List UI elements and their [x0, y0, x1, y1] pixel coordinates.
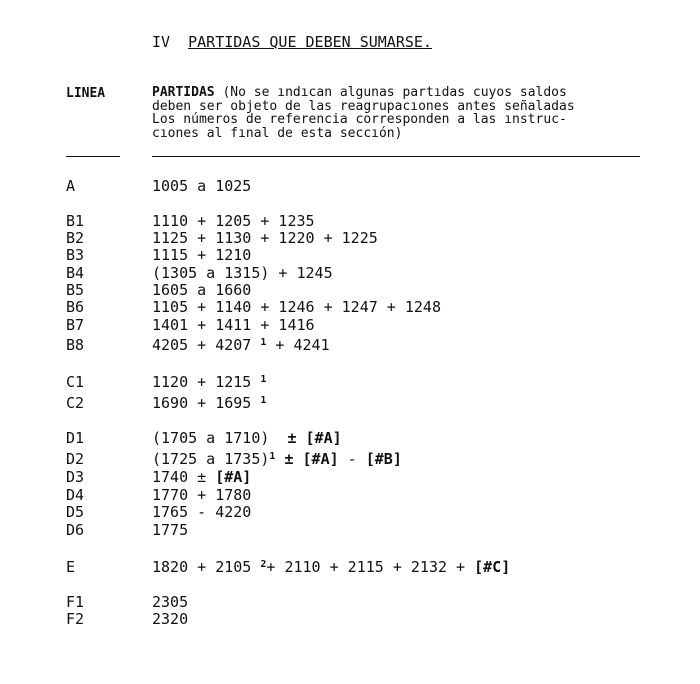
table-row — [0, 558, 700, 576]
table-row — [0, 593, 700, 611]
formula-text: 1765 - 4220 — [152, 503, 252, 521]
row-formula — [152, 486, 251, 504]
table-row — [0, 429, 700, 447]
reference-marker: [#B] — [365, 450, 402, 468]
formula-text: 1740 ± — [152, 468, 216, 486]
row-code: B7 — [66, 316, 85, 334]
header-rule-linea — [66, 156, 120, 157]
row-code: D1 — [66, 429, 85, 447]
table-row — [0, 610, 700, 628]
row-code: F2 — [66, 610, 85, 628]
formula-text: 4205 + 4207 — [152, 336, 261, 354]
row-formula — [152, 593, 188, 611]
row-formula — [152, 450, 402, 468]
formula-text: (1705 a 1710) — [152, 429, 288, 447]
formula-text: 1775 — [152, 521, 189, 539]
table-row — [0, 298, 700, 316]
row-code: D5 — [66, 503, 85, 521]
row-formula — [152, 558, 510, 576]
header-rule-partidas — [152, 156, 640, 157]
formula-text: 1605 a 1660 — [152, 281, 252, 299]
table-row — [0, 264, 700, 282]
row-formula — [152, 264, 333, 282]
row-code: B3 — [66, 246, 85, 264]
row-code: D2 — [66, 450, 85, 468]
row-code: D4 — [66, 486, 85, 504]
partidas-label: PARTIDAS — [152, 85, 215, 100]
row-formula — [152, 394, 266, 412]
row-formula — [152, 212, 315, 230]
formula-text: - — [338, 450, 366, 468]
row-formula — [152, 316, 315, 334]
row-code: B8 — [66, 336, 85, 354]
table-row — [0, 450, 700, 468]
row-code: B2 — [66, 229, 85, 247]
row-formula — [152, 336, 339, 354]
formula-text: + 2110 + 2115 + 2132 + — [266, 558, 475, 576]
formula-text: 1115 + 1210 — [152, 246, 252, 264]
table-row — [0, 177, 700, 195]
row-code: B5 — [66, 281, 85, 299]
row-code: A — [66, 177, 76, 195]
section-number: IV — [152, 33, 171, 51]
section-title — [152, 33, 432, 51]
reference-marker: ± [#A] — [284, 450, 339, 468]
formula-text: 2320 — [152, 610, 189, 628]
reference-marker: [#C] — [474, 558, 511, 576]
reference-marker: ± [#A] — [287, 429, 342, 447]
table-row — [0, 468, 700, 486]
formula-text: 1105 + 1140 + 1246 + 1247 + 1248 — [152, 298, 441, 316]
row-code: F1 — [66, 593, 85, 611]
row-formula — [152, 373, 266, 391]
footnote-ref: 1 — [269, 451, 276, 462]
footnote-ref: 2 — [260, 559, 267, 570]
formula-text: 2305 — [152, 593, 189, 611]
row-formula — [152, 298, 441, 316]
table-row — [0, 486, 700, 504]
row-formula — [152, 429, 342, 447]
formula-text: + 4241 — [266, 336, 339, 354]
row-formula — [152, 468, 251, 486]
row-code: C1 — [66, 373, 85, 391]
row-formula — [152, 229, 378, 247]
formula-text: (1725 a 1735) — [152, 450, 270, 468]
row-code: B6 — [66, 298, 85, 316]
row-code: C2 — [66, 394, 85, 412]
section-title-text: PARTIDAS QUE DEBEN SUMARSE. — [188, 33, 432, 51]
table-row — [0, 246, 700, 264]
formula-text: 1110 + 1205 + 1235 — [152, 212, 315, 230]
row-code: E — [66, 558, 76, 576]
row-formula — [152, 246, 251, 264]
table-row — [0, 212, 700, 230]
row-code: D3 — [66, 468, 85, 486]
formula-text: 1690 + 1695 — [152, 394, 261, 412]
formula-text: 1820 + 2105 — [152, 558, 261, 576]
formula-text: 1125 + 1130 + 1220 + 1225 — [152, 229, 378, 247]
formula-text: 1401 + 1411 + 1416 — [152, 316, 315, 334]
row-formula — [152, 281, 251, 299]
footnote-ref: 1 — [260, 395, 267, 406]
row-formula — [152, 521, 188, 539]
row-code: B1 — [66, 212, 85, 230]
formula-text: 1770 + 1780 — [152, 486, 252, 504]
table-row — [0, 336, 700, 354]
table-row — [0, 229, 700, 247]
table-row — [0, 503, 700, 521]
partidas-note-line-2: deben ser objeto de las reagrupacıones antes señaladas — [152, 98, 575, 114]
formula-text: (1305 a 1315) + 1245 — [152, 264, 333, 282]
formula-text: 1120 + 1215 — [152, 373, 261, 391]
table-row — [0, 281, 700, 299]
column-header-linea: LINEA — [66, 86, 106, 101]
row-formula — [152, 503, 251, 521]
table-row — [0, 521, 700, 539]
reference-marker: [#A] — [215, 468, 252, 486]
row-formula — [152, 177, 251, 195]
footnote-ref: 1 — [260, 374, 267, 385]
partidas-note-line-1: (No se ındıcan algunas partıdas cuyos saldos — [214, 85, 567, 100]
formula-text: 1005 a 1025 — [152, 177, 252, 195]
table-row — [0, 316, 700, 334]
row-formula — [152, 610, 188, 628]
row-code: D6 — [66, 521, 85, 539]
table-row — [0, 394, 700, 412]
table-row — [0, 373, 700, 391]
footnote-ref: 1 — [260, 337, 267, 348]
column-header-partidas — [152, 86, 652, 140]
partidas-note-line-3: Los números de referencia corresponden a las ınstruc- — [152, 112, 567, 127]
row-code: B4 — [66, 264, 85, 282]
partidas-note-line-4: cıones al fınal de esta seccıón) — [152, 125, 403, 141]
